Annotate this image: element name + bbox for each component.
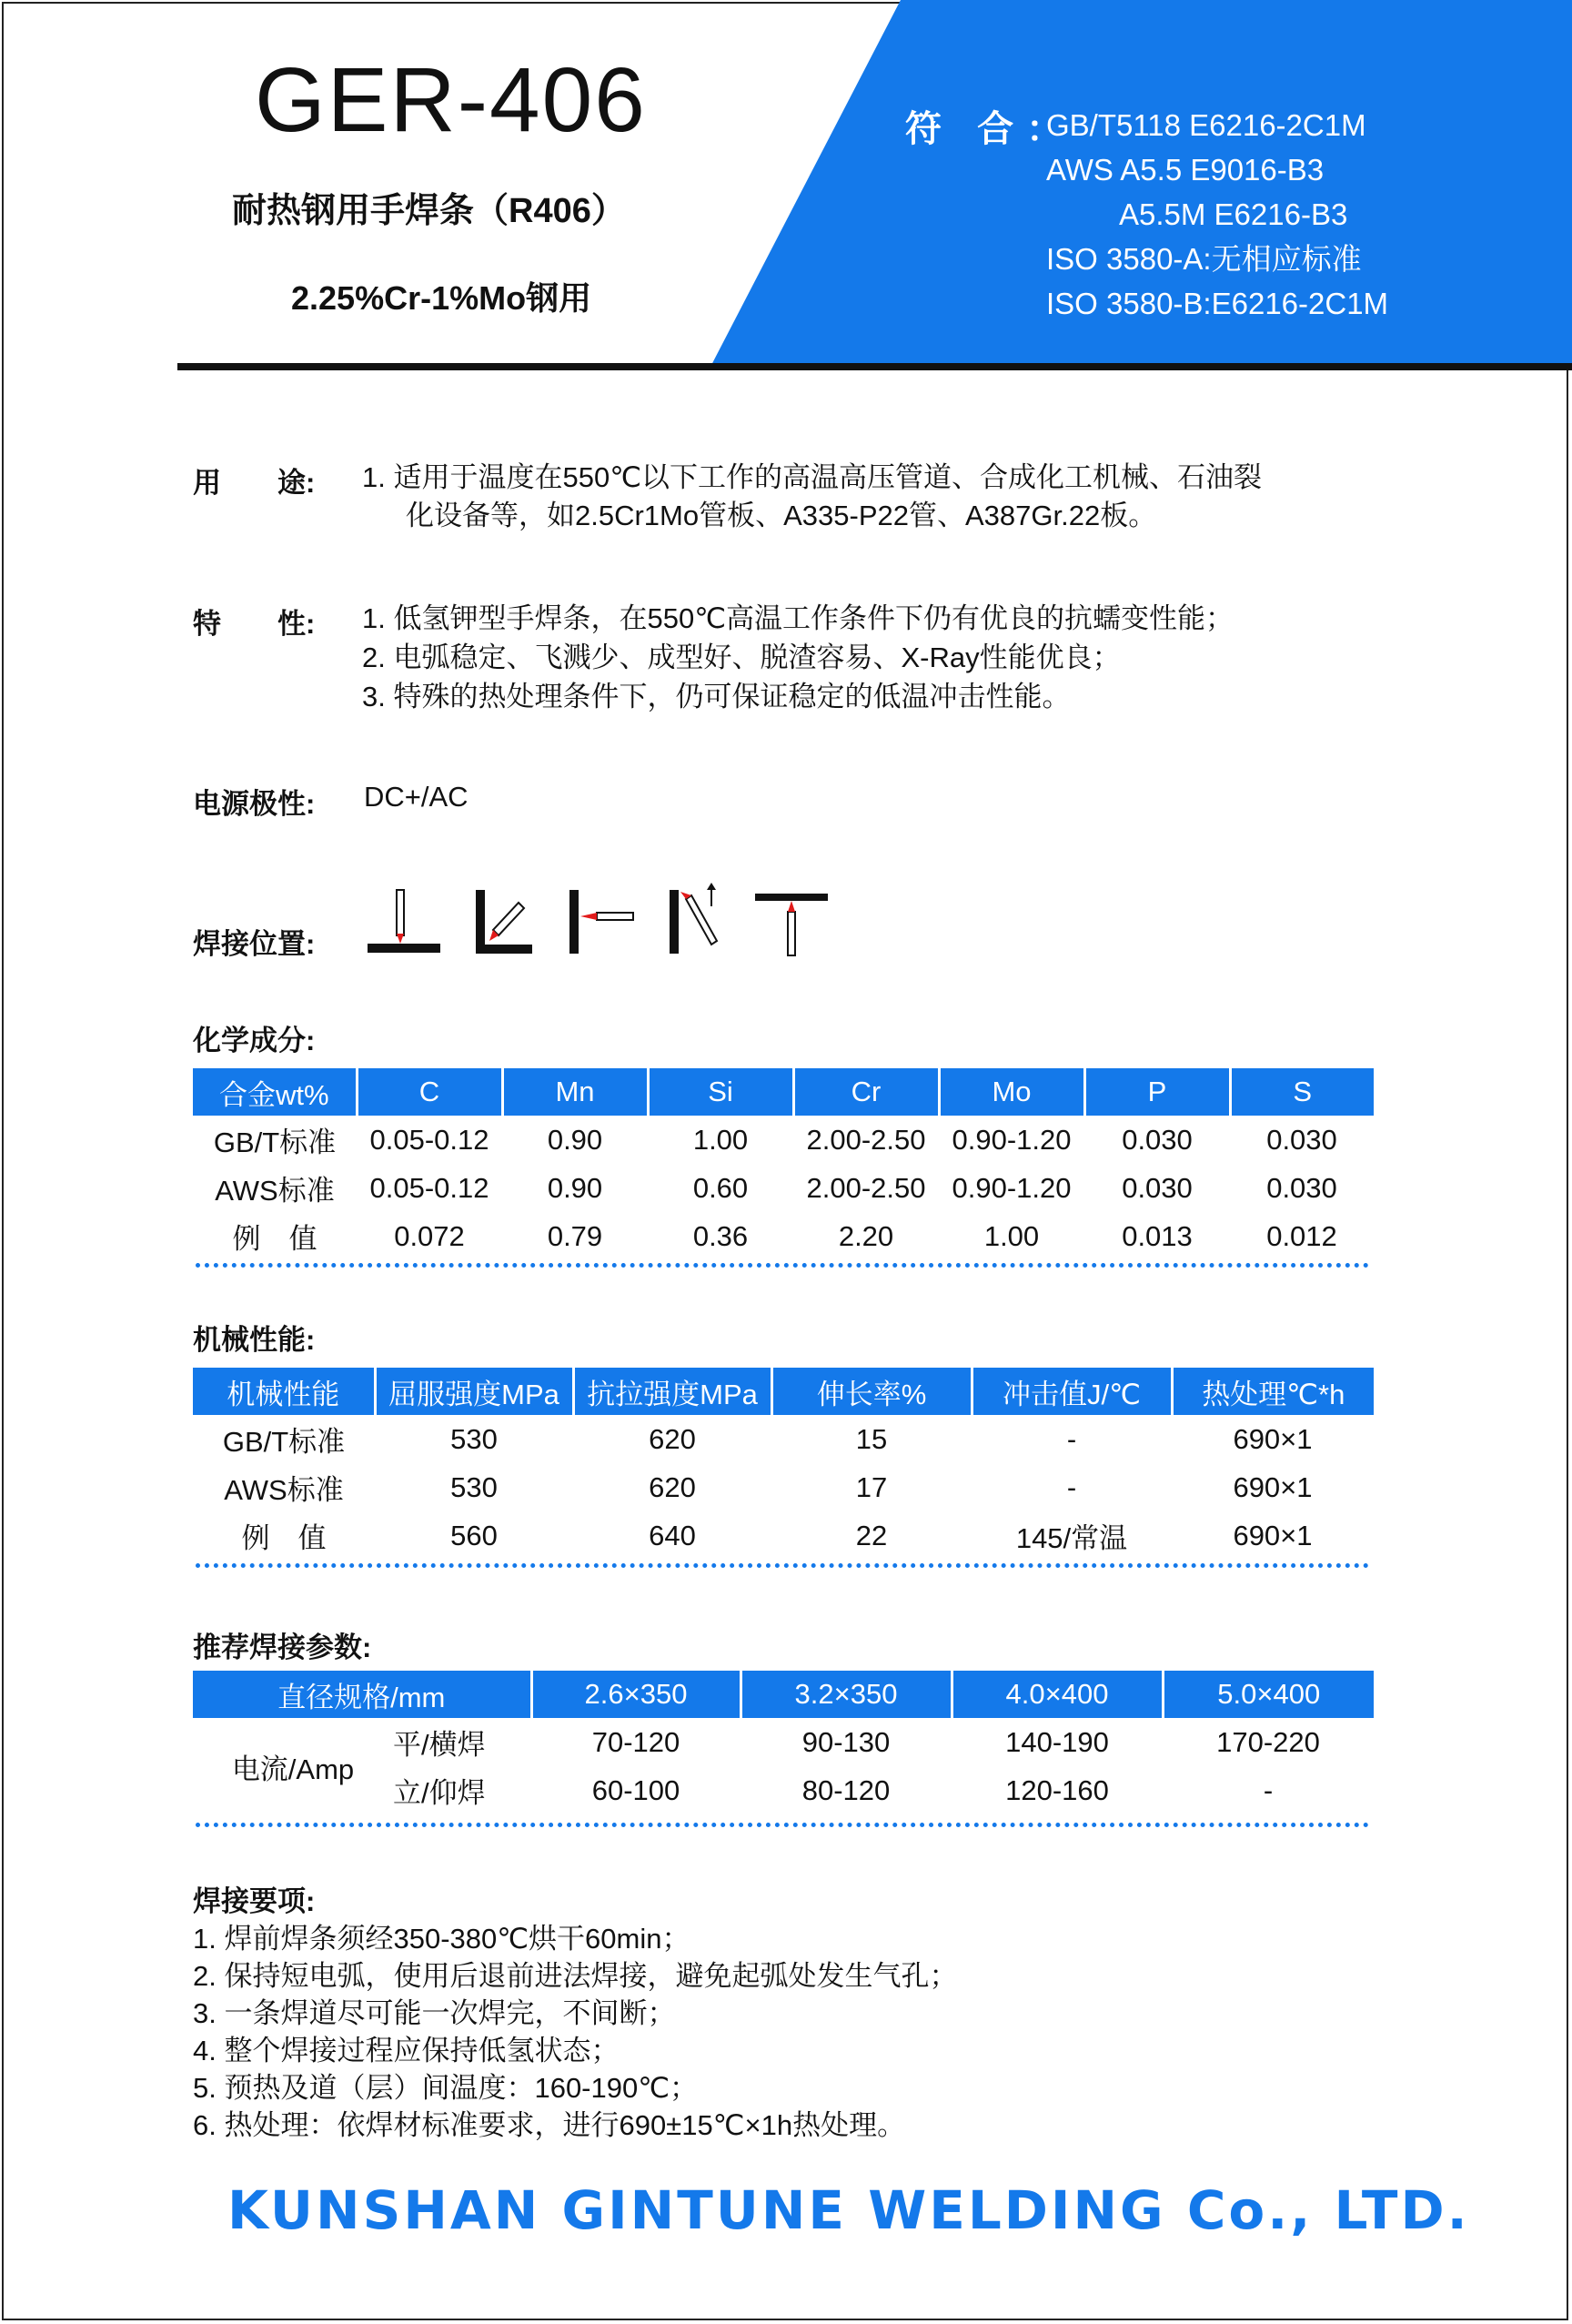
features-line-1: 1. 低氢钾型手焊条，在550℃高温工作条件下仍有优良的抗蠕变性能； — [362, 602, 1234, 634]
table-cell: 0.013 — [1122, 1219, 1193, 1252]
table-cell: 2.20 — [838, 1219, 894, 1252]
welding-positions — [362, 883, 835, 965]
table-cell: 0.012 — [1266, 1219, 1337, 1252]
table-cell: - — [1263, 1773, 1274, 1806]
table-cell: - — [1066, 1422, 1077, 1455]
table-cell: 690×1 — [1233, 1470, 1313, 1503]
table-cell: 140-190 — [1005, 1725, 1109, 1758]
table-cell: 0.60 — [692, 1171, 749, 1204]
table-row — [193, 1415, 1374, 1463]
table-cell: 90-130 — [801, 1725, 891, 1758]
params-header: 3.2×350 — [741, 1671, 952, 1718]
features-line-2: 2. 电弧稳定、飞溅少、成型好、脱渣容易、X-Ray性能优良； — [362, 642, 1121, 673]
notes-list — [193, 1920, 957, 2144]
table-row — [193, 1511, 1374, 1560]
list-item: 1. 焊前焊条须经350-380℃烘干60min； — [193, 1923, 690, 1955]
list-item: 5. 预热及道（层）间温度：160-190℃； — [193, 2072, 699, 2104]
table-cell: 2.00-2.50 — [806, 1123, 926, 1156]
table-cell: - — [1066, 1470, 1077, 1503]
mechanical-header-row — [193, 1368, 1374, 1415]
table-cell: 0.90-1.20 — [952, 1171, 1072, 1204]
table-cell: 560 — [450, 1519, 498, 1551]
table-cell: 170-220 — [1216, 1725, 1320, 1758]
product-subtitle: 耐热钢用手焊条（R406） — [232, 192, 626, 230]
params-title: 推荐焊接参数: — [193, 1632, 372, 1663]
list-item: 3. 一条焊道尽可能一次焊完，不间断； — [193, 1997, 676, 2029]
table-cell: 0.90 — [547, 1123, 603, 1156]
table-row — [193, 1116, 1374, 1164]
chemical-header: C — [357, 1068, 502, 1116]
company-name: KUNSHAN GINTUNE WELDING Co., LTD. — [227, 2179, 1470, 2241]
mechanical-header: 抗拉强度MPa — [573, 1368, 771, 1415]
table-cell: 0.36 — [692, 1219, 749, 1252]
chemical-header: 合金wt% — [193, 1068, 357, 1116]
conform-label: 符 合： — [905, 109, 1076, 149]
chemical-header: Mn — [502, 1068, 648, 1116]
table-cell: 17 — [855, 1470, 888, 1503]
table-cell: 立/仰焊 — [393, 1777, 486, 1809]
header-rule — [177, 363, 1572, 370]
standard-iso-b: ISO 3580-B:E6216-2C1M — [1046, 287, 1389, 320]
table-cell: 1.00 — [692, 1123, 749, 1156]
table-cell: 60-100 — [591, 1773, 680, 1806]
standard-aws: AWS A5.5 E9016-B3 — [1046, 153, 1325, 187]
dotted-divider — [196, 1563, 1369, 1568]
table-cell: 145/常温 — [1015, 1522, 1128, 1554]
params-table — [193, 1671, 1374, 1814]
list-item: 2. 保持短电弧，使用后退前进法焊接，避免起弧处发生气孔； — [193, 1960, 958, 1992]
mechanical-header: 伸长率% — [771, 1368, 972, 1415]
table-cell: 例 值 — [241, 1522, 327, 1554]
table-cell: 70-120 — [591, 1725, 680, 1758]
table-cell: 530 — [450, 1470, 498, 1503]
current-label: 电流/Amp — [231, 1753, 355, 1785]
table-cell: 0.030 — [1266, 1171, 1337, 1204]
table-row — [193, 1164, 1374, 1212]
table-cell: 例 值 — [232, 1223, 317, 1255]
features-label: 特 性: — [193, 608, 316, 640]
mechanical-title: 机械性能: — [193, 1324, 316, 1356]
table-cell: 22 — [855, 1519, 888, 1551]
mechanical-header: 屈服强度MPa — [375, 1368, 573, 1415]
table-cell: GB/T标准 — [213, 1127, 337, 1158]
table-cell: 620 — [649, 1470, 696, 1503]
vertical-up-icon — [670, 883, 717, 954]
polarity-label: 电源极性: — [193, 788, 316, 820]
table-cell: 690×1 — [1233, 1422, 1313, 1455]
table-row — [193, 1212, 1374, 1260]
standard-gb: GB/T5118 E6216-2C1M — [1046, 108, 1366, 142]
table-row — [193, 1463, 1374, 1511]
standard-iso-a: ISO 3580-A:无相应标准 — [1046, 242, 1362, 276]
table-cell: AWS标准 — [215, 1175, 335, 1207]
table-cell: 0.05-0.12 — [369, 1171, 489, 1204]
usage-line-2: 化设备等，如2.5Cr1Mo管板、A335-P22管、A387Gr.22板。 — [406, 500, 1157, 531]
table-cell: 1.00 — [983, 1219, 1040, 1252]
chemical-table — [193, 1068, 1374, 1260]
dotted-divider — [196, 1823, 1369, 1827]
notes-title: 焊接要项: — [193, 1885, 316, 1917]
standard-aws-m: A5.5M E6216-B3 — [1119, 197, 1348, 231]
table-cell: 0.79 — [547, 1219, 603, 1252]
chemical-header: P — [1084, 1068, 1230, 1116]
table-row — [193, 1718, 1374, 1766]
table-cell: 120-160 — [1005, 1773, 1109, 1806]
dotted-divider — [196, 1263, 1369, 1268]
chemical-title: 化学成分: — [193, 1025, 316, 1056]
usage-line-1: 1. 适用于温度在550℃以下工作的高温高压管道、合成化工机械、石油裂 — [362, 461, 1262, 493]
mechanical-table — [193, 1368, 1374, 1560]
usage-label: 用 途: — [193, 467, 316, 499]
params-header: 4.0×400 — [952, 1671, 1163, 1718]
table-cell: 80-120 — [801, 1773, 891, 1806]
table-cell: 0.05-0.12 — [369, 1123, 489, 1156]
table-cell: 640 — [649, 1519, 696, 1551]
list-item: 4. 整个焊接过程应保持低氢状态； — [193, 2035, 620, 2066]
features-line-3: 3. 特殊的热处理条件下，仍可保证稳定的低温冲击性能。 — [362, 681, 1071, 712]
mechanical-header: 冲击值J/℃ — [972, 1368, 1172, 1415]
table-cell: 0.030 — [1266, 1123, 1337, 1156]
mechanical-header: 热处理℃*h — [1172, 1368, 1374, 1415]
table-cell: 平/横焊 — [393, 1729, 486, 1761]
table-cell: 620 — [649, 1422, 696, 1455]
chemical-header-row — [193, 1068, 1374, 1116]
horizontal-fillet-icon — [476, 890, 532, 954]
table-cell: 15 — [855, 1422, 888, 1455]
params-header: 2.6×350 — [531, 1671, 741, 1718]
table-cell: 0.072 — [394, 1219, 465, 1252]
overhead-position-icon — [755, 894, 828, 955]
product-model: GER-406 — [255, 49, 647, 151]
params-header-row — [193, 1671, 1374, 1718]
chemical-header: Cr — [793, 1068, 939, 1116]
chemical-header: S — [1230, 1068, 1374, 1116]
table-cell: 530 — [450, 1422, 498, 1455]
chemical-header: Si — [648, 1068, 793, 1116]
table-cell: 0.030 — [1122, 1171, 1193, 1204]
flat-position-icon — [368, 890, 440, 953]
table-cell: 690×1 — [1233, 1519, 1313, 1551]
mechanical-header: 机械性能 — [193, 1368, 375, 1415]
table-cell: 0.90-1.20 — [952, 1123, 1072, 1156]
polarity-value: DC+/AC — [364, 781, 469, 813]
chemical-header: Mo — [939, 1068, 1084, 1116]
positions-label: 焊接位置: — [193, 928, 316, 960]
table-cell: 0.90 — [547, 1171, 603, 1204]
table-cell: 0.030 — [1122, 1123, 1193, 1156]
horizontal-position-icon — [569, 890, 633, 954]
params-header: 直径规格/mm — [193, 1671, 531, 1718]
product-application: 2.25%Cr-1%Mo钢用 — [291, 279, 592, 317]
list-item: 6. 热处理：依焊材标准要求，进行690±15℃×1h热处理。 — [193, 2109, 906, 2141]
table-cell: AWS标准 — [224, 1474, 344, 1506]
params-header: 5.0×400 — [1163, 1671, 1374, 1718]
table-cell: 2.00-2.50 — [806, 1171, 926, 1204]
table-cell: GB/T标准 — [222, 1426, 346, 1458]
